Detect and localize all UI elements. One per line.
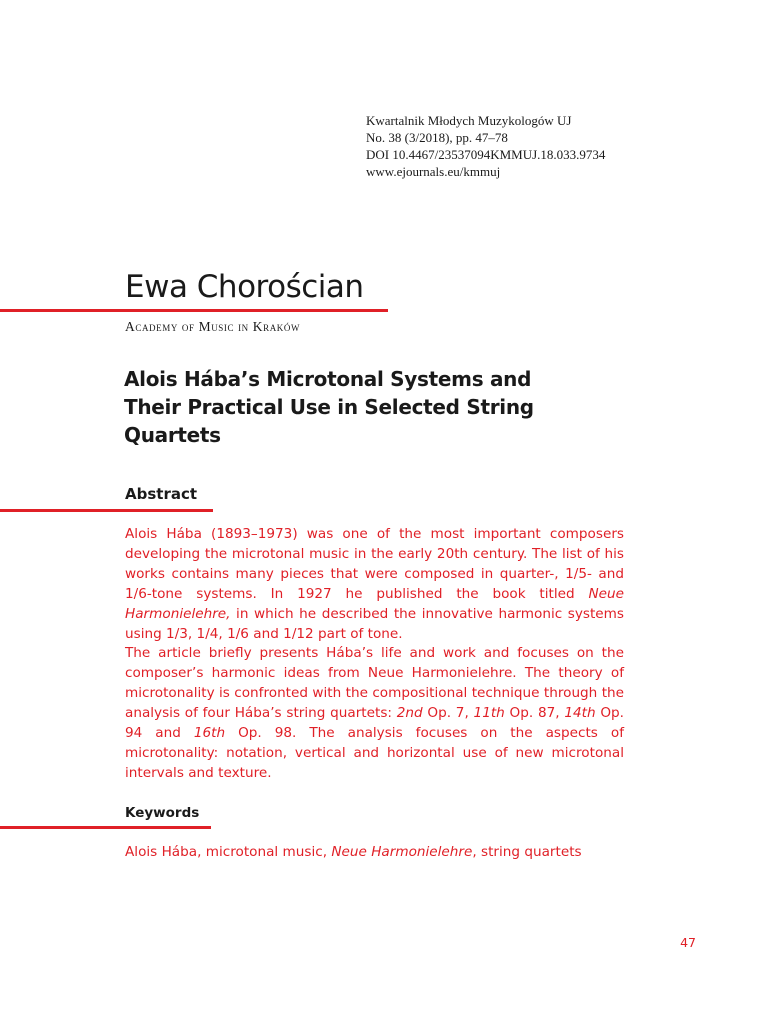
quartet-2nd-op: Op. 7, bbox=[422, 705, 474, 722]
abstract-paragraph-1 bbox=[125, 525, 624, 644]
article-title: Alois Hába’s Microtonal Systems and Their Practical Use in Selected String Quartets bbox=[124, 367, 534, 447]
keywords-heading: Keywords bbox=[125, 805, 200, 821]
abstract-rule bbox=[0, 509, 213, 512]
abstract-p1-text: Alois Hába (1893–1973) was one of the most important composers developing the microtonal music in the early 20th century. The list of his works contains many pieces that were composed in quarter-, 1/5- and 1/6-tone systems. In 1927 he published the book titled bbox=[125, 526, 624, 602]
journal-issue: No. 38 (3/2018), pp. 47–78 bbox=[366, 130, 508, 145]
abstract-p2-text: The article briefly presents Hába’s life and work and focuses on the composer’s harmonic ideas from Neue Harmonielehre. The theory of microtonality is confronted with the compositional technique through the analysis of four Hába’s string quartets: bbox=[125, 645, 624, 722]
quartet-14th: 14th bbox=[564, 705, 596, 722]
abstract-p1-book-title: Neue Harmonielehre, bbox=[125, 585, 624, 622]
journal-info bbox=[366, 112, 605, 180]
abstract-p1-text-end: in which he described the innovative harmonic systems using 1/3, 1/4, 1/6 and 1/12 part of tone. bbox=[125, 605, 624, 642]
abstract-paragraph-2 bbox=[125, 644, 624, 783]
journal-doi: DOI 10.4467/23537094KMMUJ.18.033.9734 bbox=[366, 147, 606, 162]
quartet-16th: 16th bbox=[193, 725, 226, 742]
keywords-rule bbox=[0, 826, 211, 829]
quartet-14th-op: Op. 94 and bbox=[125, 705, 624, 742]
journal-name: Kwartalnik Młodych Muzykologów UJ bbox=[366, 113, 572, 128]
keywords-book-title: Neue Harmonielehre bbox=[331, 844, 473, 860]
quartet-2nd: 2nd bbox=[396, 705, 423, 722]
keywords-text: Alois Hába, microtonal music, bbox=[125, 844, 332, 860]
author-rule bbox=[0, 309, 388, 312]
journal-url: www.ejournals.eu/kmmuj bbox=[366, 164, 501, 179]
abstract-heading: Abstract bbox=[125, 485, 198, 503]
abstract-body bbox=[125, 525, 624, 784]
keywords-list bbox=[125, 844, 582, 860]
keywords-text-end: , string quartets bbox=[472, 844, 582, 860]
author-affiliation: Academy of Music in Kraków bbox=[125, 319, 301, 334]
page-number: 47 bbox=[680, 935, 696, 950]
author-name: Ewa Chorościan bbox=[125, 269, 364, 305]
quartet-16th-op: Op. 98. The analysis focuses on the aspects of microtonality: notation, vertical and horizontal use of new microtonal intervals and texture. bbox=[125, 725, 624, 781]
quartet-11th-op: Op. 87, bbox=[504, 705, 565, 722]
quartet-11th: 11th bbox=[473, 705, 505, 722]
